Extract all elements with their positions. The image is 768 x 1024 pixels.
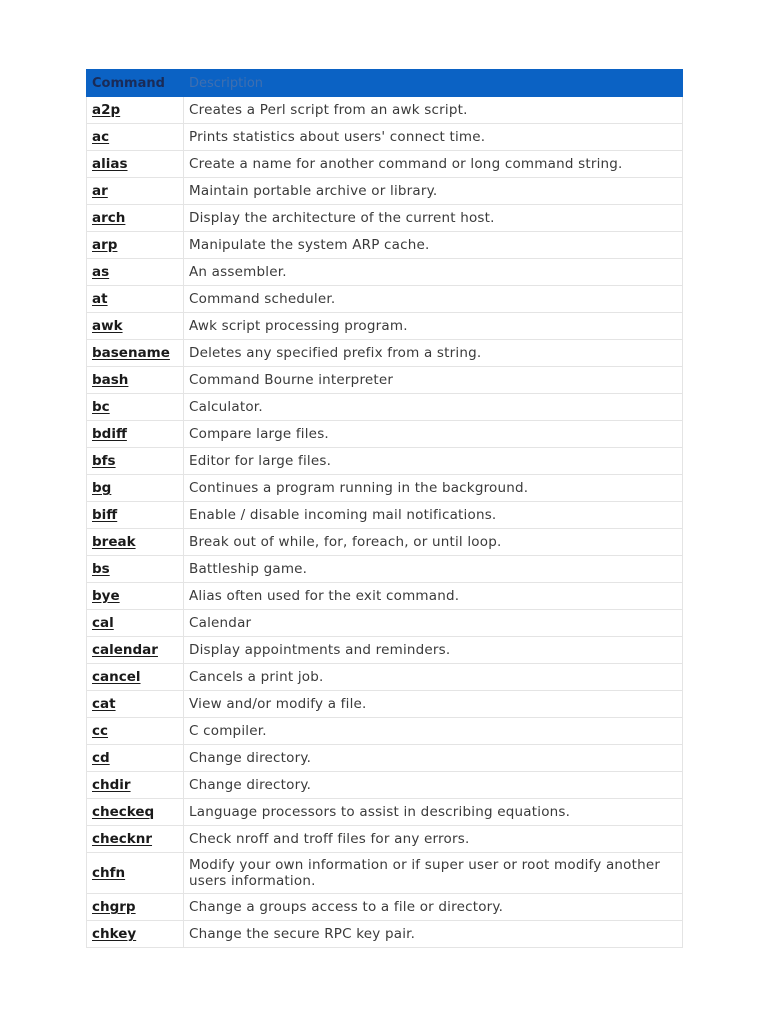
table-row xyxy=(87,921,683,948)
command-cell xyxy=(87,421,184,448)
table-row xyxy=(87,232,683,259)
command-cell xyxy=(87,97,184,124)
table-header-row xyxy=(87,70,683,97)
description-cell: C compiler. xyxy=(184,718,683,745)
description-cell: Display appointments and reminders. xyxy=(184,637,683,664)
command-link[interactable]: as xyxy=(92,264,110,280)
command-link[interactable]: cancel xyxy=(92,669,141,685)
table-row xyxy=(87,313,683,340)
command-link[interactable]: bdiff xyxy=(92,426,127,442)
command-cell xyxy=(87,529,184,556)
command-cell xyxy=(87,772,184,799)
description-cell: Cancels a print job. xyxy=(184,664,683,691)
command-cell xyxy=(87,502,184,529)
command-cell xyxy=(87,178,184,205)
description-cell: Create a name for another command or long command string. xyxy=(184,151,683,178)
command-cell xyxy=(87,853,184,894)
description-cell: Maintain portable archive or library. xyxy=(184,178,683,205)
command-link[interactable]: chfn xyxy=(92,865,126,881)
command-cell xyxy=(87,745,184,772)
command-link[interactable]: alias xyxy=(92,156,128,172)
table-row xyxy=(87,583,683,610)
command-cell xyxy=(87,637,184,664)
table-row xyxy=(87,772,683,799)
command-link[interactable]: bfs xyxy=(92,453,116,469)
command-link[interactable]: bg xyxy=(92,480,112,496)
table-row xyxy=(87,502,683,529)
table-row xyxy=(87,853,683,894)
command-link[interactable]: bash xyxy=(92,372,129,388)
table-row xyxy=(87,367,683,394)
description-cell: Command scheduler. xyxy=(184,286,683,313)
command-cell xyxy=(87,232,184,259)
description-cell: An assembler. xyxy=(184,259,683,286)
description-cell: Change directory. xyxy=(184,772,683,799)
table-row xyxy=(87,178,683,205)
command-link[interactable]: chdir xyxy=(92,777,131,793)
table-row xyxy=(87,259,683,286)
command-cell xyxy=(87,475,184,502)
description-cell: Change the secure RPC key pair. xyxy=(184,921,683,948)
table-row xyxy=(87,637,683,664)
description-cell: Display the architecture of the current host. xyxy=(184,205,683,232)
command-table xyxy=(86,69,683,948)
description-cell: Compare large files. xyxy=(184,421,683,448)
table-row xyxy=(87,394,683,421)
description-cell: View and/or modify a file. xyxy=(184,691,683,718)
command-link[interactable]: ac xyxy=(92,129,110,145)
table-row xyxy=(87,664,683,691)
command-link[interactable]: at xyxy=(92,291,108,307)
command-link[interactable]: cd xyxy=(92,750,110,766)
table-row xyxy=(87,340,683,367)
command-link[interactable]: checknr xyxy=(92,831,153,847)
table-row xyxy=(87,286,683,313)
table-row xyxy=(87,124,683,151)
description-cell: Calculator. xyxy=(184,394,683,421)
description-cell: Awk script processing program. xyxy=(184,313,683,340)
command-cell xyxy=(87,124,184,151)
command-cell xyxy=(87,556,184,583)
command-link[interactable]: checkeq xyxy=(92,804,155,820)
command-link[interactable]: bs xyxy=(92,561,110,577)
description-cell: Alias often used for the exit command. xyxy=(184,583,683,610)
column-header-command: Command xyxy=(87,70,184,97)
command-link[interactable]: a2p xyxy=(92,102,121,118)
table-row xyxy=(87,556,683,583)
table-row xyxy=(87,894,683,921)
command-cell xyxy=(87,691,184,718)
description-cell: Deletes any specified prefix from a string. xyxy=(184,340,683,367)
column-header-description: Description xyxy=(184,70,683,97)
description-cell: Check nroff and troff files for any errors. xyxy=(184,826,683,853)
command-link[interactable]: biff xyxy=(92,507,118,523)
table-row xyxy=(87,799,683,826)
command-cell xyxy=(87,664,184,691)
table-row xyxy=(87,745,683,772)
command-cell xyxy=(87,340,184,367)
table-header xyxy=(87,70,683,97)
table-row xyxy=(87,205,683,232)
description-cell: Command Bourne interpreter xyxy=(184,367,683,394)
description-cell: Prints statistics about users' connect time. xyxy=(184,124,683,151)
table-row xyxy=(87,691,683,718)
description-cell: Battleship game. xyxy=(184,556,683,583)
description-cell: Change directory. xyxy=(184,745,683,772)
description-cell: Break out of while, for, foreach, or until loop. xyxy=(184,529,683,556)
description-cell: Modify your own information or if super user or root modify another users information. xyxy=(184,853,683,894)
table-row xyxy=(87,151,683,178)
command-cell xyxy=(87,894,184,921)
table-row xyxy=(87,448,683,475)
command-cell xyxy=(87,367,184,394)
command-cell xyxy=(87,799,184,826)
description-cell: Creates a Perl script from an awk script. xyxy=(184,97,683,124)
command-link[interactable]: chkey xyxy=(92,926,137,942)
description-cell: Continues a program running in the background. xyxy=(184,475,683,502)
command-link[interactable]: bc xyxy=(92,399,110,415)
description-cell: Manipulate the system ARP cache. xyxy=(184,232,683,259)
command-link[interactable]: awk xyxy=(92,318,123,334)
command-link[interactable]: cal xyxy=(92,615,114,631)
command-link[interactable]: arp xyxy=(92,237,118,253)
command-cell xyxy=(87,259,184,286)
command-cell xyxy=(87,205,184,232)
command-link[interactable]: break xyxy=(92,534,136,550)
command-link[interactable]: bye xyxy=(92,588,120,604)
command-cell xyxy=(87,286,184,313)
table-row xyxy=(87,475,683,502)
description-cell: Change a groups access to a file or directory. xyxy=(184,894,683,921)
table-row xyxy=(87,529,683,556)
table-row xyxy=(87,421,683,448)
command-cell xyxy=(87,151,184,178)
command-link[interactable]: chgrp xyxy=(92,899,136,915)
command-link[interactable]: basename xyxy=(92,345,170,361)
command-link[interactable]: arch xyxy=(92,210,126,226)
command-cell xyxy=(87,313,184,340)
table-row xyxy=(87,97,683,124)
table-row xyxy=(87,718,683,745)
command-cell xyxy=(87,718,184,745)
command-cell xyxy=(87,583,184,610)
table-body xyxy=(87,97,683,948)
description-cell: Editor for large files. xyxy=(184,448,683,475)
command-cell xyxy=(87,394,184,421)
command-link[interactable]: cc xyxy=(92,723,109,739)
table-row xyxy=(87,610,683,637)
command-link[interactable]: calendar xyxy=(92,642,158,658)
description-cell: Enable / disable incoming mail notifications. xyxy=(184,502,683,529)
command-cell xyxy=(87,826,184,853)
command-link[interactable]: ar xyxy=(92,183,108,199)
command-table-container xyxy=(86,69,682,948)
command-cell xyxy=(87,610,184,637)
description-cell: Language processors to assist in describing equations. xyxy=(184,799,683,826)
command-link[interactable]: cat xyxy=(92,696,116,712)
table-row xyxy=(87,826,683,853)
command-cell xyxy=(87,448,184,475)
description-cell: Calendar xyxy=(184,610,683,637)
command-cell xyxy=(87,921,184,948)
